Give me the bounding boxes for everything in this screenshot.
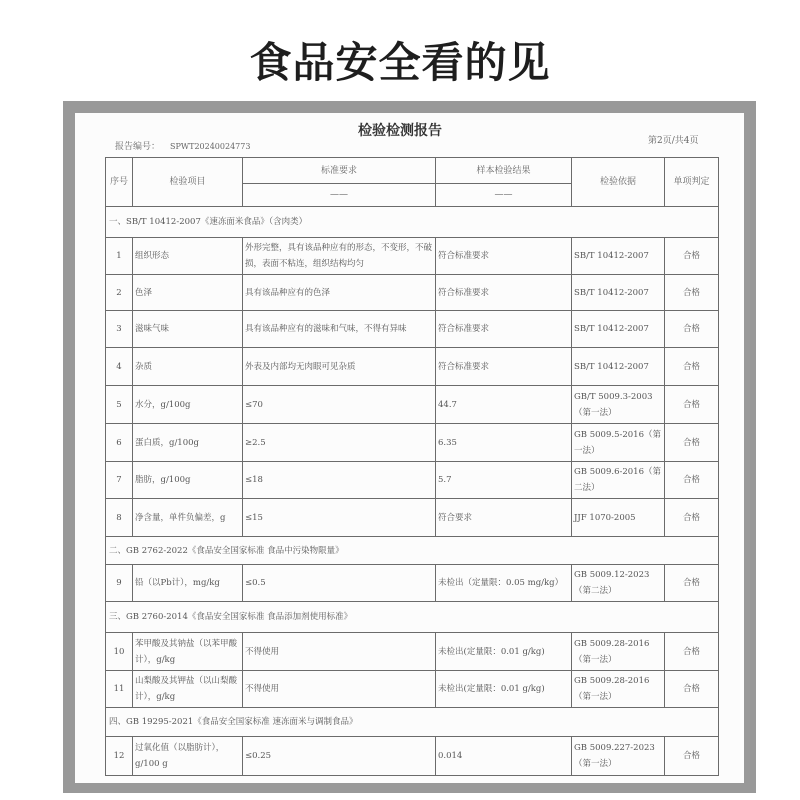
row-item: 山梨酸及其钾盐（以山梨酸计），g/kg xyxy=(133,671,243,708)
row-result: 符合要求 xyxy=(436,499,572,537)
row-result: 未检出(定量限：0.01 g/kg) xyxy=(436,671,572,708)
row-no: 6 xyxy=(106,424,133,462)
inspection-table xyxy=(105,157,719,776)
section-title: 四、GB 19295-2021《食品安全国家标准 速冻面米与调制食品》 xyxy=(106,708,719,737)
row-standard: 具有该品种应有的色泽 xyxy=(243,275,436,311)
row-standard: ≤18 xyxy=(243,462,436,499)
row-verdict: 合格 xyxy=(665,386,719,424)
row-verdict: 合格 xyxy=(665,348,719,386)
table-row xyxy=(106,386,719,424)
header-standard-sub: —— xyxy=(243,184,436,207)
row-no: 8 xyxy=(106,499,133,537)
row-item: 水分，g/100g xyxy=(133,386,243,424)
row-basis: GB 5009.5-2016（第一法） xyxy=(572,424,665,462)
header-result-sub: —— xyxy=(436,184,572,207)
row-basis: GB 5009.6-2016（第二法） xyxy=(572,462,665,499)
row-standard: 具有该品种应有的滋味和气味，不得有异味 xyxy=(243,311,436,348)
section-title: 一、SB/T 10412-2007《速冻面米食品》（含肉类） xyxy=(106,207,719,238)
row-basis: GB 5009.28-2016（第一法） xyxy=(572,633,665,671)
page-title: 食品安全看的见 xyxy=(249,38,551,87)
row-verdict: 合格 xyxy=(665,737,719,776)
row-no: 9 xyxy=(106,565,133,602)
row-result: 6.35 xyxy=(436,424,572,462)
header-standard: 标准要求 xyxy=(243,158,436,184)
row-no: 3 xyxy=(106,311,133,348)
row-item: 脂肪，g/100g xyxy=(133,462,243,499)
report-number-value: SPWT20240024773 xyxy=(170,142,251,151)
row-verdict: 合格 xyxy=(665,238,719,275)
table-row xyxy=(106,499,719,537)
row-basis: GB 5009.227-2023（第一法） xyxy=(572,737,665,776)
row-standard: ≤15 xyxy=(243,499,436,537)
row-standard: ≤0.5 xyxy=(243,565,436,602)
row-standard: ≥2.5 xyxy=(243,424,436,462)
row-item: 杂质 xyxy=(133,348,243,386)
row-verdict: 合格 xyxy=(665,462,719,499)
row-basis: SB/T 10412-2007 xyxy=(572,311,665,348)
header-basis: 检验依据 xyxy=(572,158,665,207)
report-number xyxy=(115,139,250,152)
row-item: 铅（以Pb计），mg/kg xyxy=(133,565,243,602)
row-no: 11 xyxy=(106,671,133,708)
row-no: 12 xyxy=(106,737,133,776)
row-item: 滋味气味 xyxy=(133,311,243,348)
row-standard: ≤70 xyxy=(243,386,436,424)
row-standard: 外表及内部均无肉眼可见杂质 xyxy=(243,348,436,386)
table-row xyxy=(106,275,719,311)
row-basis: GB 5009.12-2023（第二法） xyxy=(572,565,665,602)
table-row xyxy=(106,311,719,348)
row-verdict: 合格 xyxy=(665,275,719,311)
row-standard: ≤0.25 xyxy=(243,737,436,776)
row-no: 2 xyxy=(106,275,133,311)
row-no: 5 xyxy=(106,386,133,424)
row-basis: SB/T 10412-2007 xyxy=(572,348,665,386)
row-verdict: 合格 xyxy=(665,424,719,462)
page-info: 第2页/共4页 xyxy=(648,136,699,146)
row-result: 符合标准要求 xyxy=(436,311,572,348)
table-row xyxy=(106,462,719,499)
header-result: 样本检验结果 xyxy=(436,158,572,184)
row-verdict: 合格 xyxy=(665,565,719,602)
row-verdict: 合格 xyxy=(665,311,719,348)
row-result: 符合标准要求 xyxy=(436,348,572,386)
row-item: 蛋白质，g/100g xyxy=(133,424,243,462)
row-result: 符合标准要求 xyxy=(436,238,572,275)
table-row xyxy=(106,737,719,776)
report-number-label: 报告编号： xyxy=(115,142,161,152)
row-item: 过氧化值（以脂肪计），g/100 g xyxy=(133,737,243,776)
row-basis: SB/T 10412-2007 xyxy=(572,275,665,311)
row-standard: 不得使用 xyxy=(243,671,436,708)
row-item: 苯甲酸及其钠盐（以苯甲酸计），g/kg xyxy=(133,633,243,671)
row-result: 未检出(定量限：0.01 g/kg) xyxy=(436,633,572,671)
row-basis: SB/T 10412-2007 xyxy=(572,238,665,275)
row-no: 1 xyxy=(106,238,133,275)
row-item: 色泽 xyxy=(133,275,243,311)
table-row xyxy=(106,565,719,602)
table-row xyxy=(106,633,719,671)
row-standard: 不得使用 xyxy=(243,633,436,671)
row-basis: GB/T 5009.3-2003（第一法） xyxy=(572,386,665,424)
row-result: 未检出（定量限：0.05 mg/kg） xyxy=(436,565,572,602)
row-result: 0.014 xyxy=(436,737,572,776)
section-title: 二、GB 2762-2022《食品安全国家标准 食品中污染物限量》 xyxy=(106,537,719,565)
report-title: 检验检测报告 xyxy=(358,123,442,139)
header-verdict: 单项判定 xyxy=(665,158,719,207)
table-row xyxy=(106,348,719,386)
row-basis: JJF 1070-2005 xyxy=(572,499,665,537)
table-row xyxy=(106,238,719,275)
row-standard: 外形完整，具有该品种应有的形态，不变形，不破损，表面不粘连，组织结构均匀 xyxy=(243,238,436,275)
table-row xyxy=(106,671,719,708)
row-result: 符合标准要求 xyxy=(436,275,572,311)
header-item: 检验项目 xyxy=(133,158,243,207)
row-basis: GB 5009.28-2016（第一法） xyxy=(572,671,665,708)
row-verdict: 合格 xyxy=(665,633,719,671)
table-row xyxy=(106,424,719,462)
row-verdict: 合格 xyxy=(665,671,719,708)
row-no: 4 xyxy=(106,348,133,386)
row-result: 44.7 xyxy=(436,386,572,424)
row-no: 7 xyxy=(106,462,133,499)
section-title: 三、GB 2760-2014《食品安全国家标准 食品添加剂使用标准》 xyxy=(106,602,719,633)
row-no: 10 xyxy=(106,633,133,671)
row-item: 净含量，单件负偏差，g xyxy=(133,499,243,537)
header-no: 序号 xyxy=(106,158,133,207)
row-item: 组织形态 xyxy=(133,238,243,275)
row-result: 5.7 xyxy=(436,462,572,499)
row-verdict: 合格 xyxy=(665,499,719,537)
